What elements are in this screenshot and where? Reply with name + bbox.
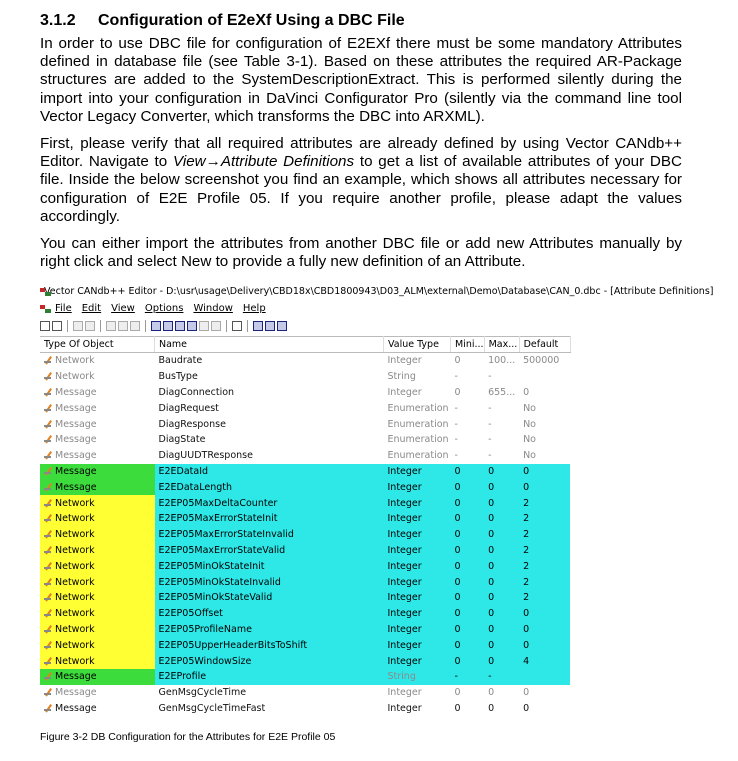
toolbar-separator: [247, 320, 248, 332]
section-title: Configuration of E2eXf Using a DBC File: [98, 12, 405, 29]
cell-type-of-object: [40, 701, 155, 717]
cell-value-type: Integer: [387, 702, 422, 714]
cell-name: E2EDataLength: [155, 479, 384, 495]
attribute-icon: [44, 403, 52, 412]
attribute-icon: [44, 577, 52, 586]
cell-name: GenMsgCycleTime: [158, 687, 247, 699]
object-type-label: Message: [55, 434, 97, 446]
cell-value-type: Integer: [384, 622, 451, 638]
object-type-label: Network: [55, 529, 95, 541]
cell-type-of-object: [40, 543, 155, 559]
search-icon[interactable]: [130, 321, 140, 331]
cell-value-type: Integer: [384, 511, 451, 527]
object-type-label: Network: [55, 655, 95, 667]
cell-name: E2EP05MinOkStateInit: [155, 558, 384, 574]
cell-type-of-object: [40, 558, 155, 574]
cell-type-of-object: [40, 653, 155, 669]
cell-minimum: 0: [451, 464, 485, 480]
cell-minimum: 0: [451, 558, 485, 574]
cell-default: No: [523, 434, 536, 446]
table-row[interactable]: [40, 369, 570, 385]
table-row[interactable]: [40, 400, 570, 416]
attribute-icon: [44, 640, 52, 649]
menu-view[interactable]: View: [111, 303, 135, 314]
table-row[interactable]: [40, 543, 570, 559]
object-type-label: Network: [55, 497, 95, 509]
cell-name: E2EP05UpperHeaderBitsToShift: [155, 637, 384, 653]
cell-type-of-object: [40, 416, 155, 432]
cell-minimum: 0: [454, 386, 461, 398]
cell-minimum: 0: [451, 590, 485, 606]
column-header-value-type[interactable]: Value Type: [384, 337, 451, 353]
layout-icon[interactable]: [265, 321, 275, 331]
cell-type-of-object: [40, 479, 155, 495]
paragraph-2-end: to get a list of available attributes of your DBC file. Inside the below screenshot you find an example, which shows all attributes necessary for configuration of E2E Profile 05. If you require another profile, please adapt the values accordingly.: [40, 153, 682, 225]
cell-minimum: 0: [451, 543, 485, 559]
table-row[interactable]: [40, 416, 570, 432]
cell-type-of-object: [40, 590, 155, 606]
document-icon: [40, 304, 51, 314]
view-icon[interactable]: [175, 321, 185, 331]
cell-default: No: [523, 450, 536, 462]
object-type-label: Network: [55, 513, 95, 525]
cell-minimum: 0: [454, 702, 461, 714]
attribute-icon: [44, 387, 52, 396]
cell-type-of-object: [40, 574, 155, 590]
cell-type-of-object: [40, 353, 155, 369]
cell-default: 2: [519, 543, 570, 559]
document-body: [40, 12, 682, 280]
cell-maximum: -: [488, 402, 492, 414]
cell-default: 2: [519, 574, 570, 590]
cell-value-type: String: [387, 371, 416, 383]
cell-default: 0: [523, 687, 530, 699]
cell-default: 2: [519, 590, 570, 606]
table-row[interactable]: [40, 558, 570, 574]
cell-maximum: 0: [484, 590, 519, 606]
cell-type-of-object: [40, 637, 155, 653]
cell-default: No: [523, 402, 536, 414]
cell-minimum: 0: [451, 527, 485, 543]
menu-path: View→Attribute Definitions: [173, 153, 355, 171]
cell-value-type: Integer: [384, 590, 451, 606]
cell-default: 2: [519, 495, 570, 511]
object-type-label: Network: [55, 623, 95, 635]
cell-type-of-object: [40, 464, 155, 480]
table-row[interactable]: [40, 448, 570, 464]
menu-options[interactable]: Options: [144, 303, 184, 314]
window-title: Vector CANdb++ Editor - D:\usr\usage\Delivery\CBD18x\CBD1800943\D03_ALM\external\Demo\Database\CAN_0.dbc - [Attribute Definitions]: [44, 286, 714, 297]
object-type-label: Network: [55, 608, 95, 620]
toolbar-separator: [145, 320, 146, 332]
table-row[interactable]: [40, 464, 570, 480]
object-type-label: Network: [55, 371, 95, 383]
cell-value-type: String: [384, 669, 451, 685]
cell-maximum: 0: [484, 479, 519, 495]
cell-default: 2: [519, 511, 570, 527]
open-icon[interactable]: [40, 321, 50, 331]
object-type-label: Message: [55, 450, 97, 462]
cell-name: E2EP05MaxErrorStateValid: [155, 543, 384, 559]
cell-name: E2EProfile: [155, 669, 384, 685]
object-type-label: Network: [55, 592, 95, 604]
toolbar-separator: [67, 320, 68, 332]
cell-minimum: 0: [451, 574, 485, 590]
cell-default: 0: [519, 622, 570, 638]
cell-default: 0: [519, 606, 570, 622]
attribute-icon: [44, 561, 52, 570]
cell-name: BusType: [158, 371, 198, 383]
paragraph-2: [40, 135, 682, 226]
column-header-type[interactable]: Type Of Object: [40, 337, 155, 353]
cell-maximum: 0: [484, 653, 519, 669]
table-row[interactable]: [40, 637, 570, 653]
copy-icon[interactable]: [73, 321, 83, 331]
attribute-icon: [44, 624, 52, 633]
menu-file[interactable]: File: [55, 303, 72, 314]
attribute-icon: [44, 513, 52, 522]
cell-type-of-object: [40, 495, 155, 511]
table-row[interactable]: [40, 606, 570, 622]
attribute-icon: [44, 529, 52, 538]
attribute-icon: [44, 371, 52, 380]
object-type-label: Message: [55, 418, 97, 430]
cell-maximum: 0: [484, 495, 519, 511]
table-row[interactable]: [40, 622, 570, 638]
cell-value-type: Integer: [384, 527, 451, 543]
menu-edit[interactable]: Edit: [81, 303, 102, 314]
paste-icon[interactable]: [85, 321, 95, 331]
cell-name: DiagConnection: [158, 386, 235, 398]
cell-maximum: 0: [488, 702, 495, 714]
section-number: 3.1.2: [40, 12, 76, 29]
cell-name: E2EP05MinOkStateInvalid: [155, 574, 384, 590]
cell-maximum: -: [484, 669, 519, 685]
cell-name: DiagRequest: [158, 402, 219, 414]
cell-maximum: 0: [484, 622, 519, 638]
cell-name: GenMsgCycleTimeFast: [158, 702, 266, 714]
cell-minimum: 0: [451, 606, 485, 622]
cell-name: E2EP05Offset: [155, 606, 384, 622]
cell-default: 4: [519, 653, 570, 669]
cell-type-of-object: [40, 448, 155, 464]
attribute-icon: [44, 687, 52, 696]
menu-help[interactable]: Help: [242, 303, 266, 314]
cell-maximum: 0: [484, 464, 519, 480]
cell-minimum: -: [454, 434, 458, 446]
cell-value-type: Enumeration: [387, 434, 449, 446]
cell-type-of-object: [40, 511, 155, 527]
cell-default: 0: [519, 464, 570, 480]
object-type-label: Network: [55, 355, 95, 367]
cell-value-type: Integer: [384, 479, 451, 495]
table-row[interactable]: [40, 574, 570, 590]
cell-maximum: -: [488, 371, 492, 383]
attribute-icon: [44, 703, 52, 712]
cell-default: [519, 669, 570, 685]
object-type-label: Network: [55, 560, 95, 572]
cell-minimum: 0: [451, 495, 485, 511]
cell-default: 0: [523, 702, 530, 714]
view-icon[interactable]: [163, 321, 173, 331]
cell-value-type: Integer: [387, 386, 422, 398]
column-header-minimum[interactable]: Mini...: [451, 337, 485, 353]
cell-value-type: Enumeration: [387, 402, 449, 414]
cell-value-type: Integer: [384, 653, 451, 669]
view-icon[interactable]: [199, 321, 209, 331]
object-type-label: Network: [55, 544, 95, 556]
cell-name: DiagResponse: [158, 418, 226, 430]
cell-type-of-object: [40, 400, 155, 416]
cell-value-type: Integer: [384, 495, 451, 511]
attribute-icon: [44, 482, 52, 491]
attribute-icon: [44, 592, 52, 601]
table-row[interactable]: [40, 511, 570, 527]
attribute-icon: [44, 419, 52, 428]
object-type-label: Network: [55, 576, 95, 588]
delete-icon[interactable]: [118, 321, 128, 331]
attribute-icon: [44, 545, 52, 554]
cell-default: 2: [519, 558, 570, 574]
cell-value-type: Integer: [384, 574, 451, 590]
toolbar-separator: [226, 320, 227, 332]
view-icon[interactable]: [187, 321, 197, 331]
cell-name: Baudrate: [158, 355, 203, 367]
cell-type-of-object: [40, 527, 155, 543]
layout-icon[interactable]: [253, 321, 263, 331]
cell-value-type: Enumeration: [387, 418, 449, 430]
cell-maximum: 100...: [488, 355, 516, 367]
cell-maximum: 0: [484, 543, 519, 559]
object-type-label: Network: [55, 639, 95, 651]
cell-default: 0: [523, 386, 530, 398]
toolbar: [40, 318, 690, 334]
cell-minimum: 0: [451, 511, 485, 527]
cell-minimum: -: [454, 371, 458, 383]
cell-maximum: -: [488, 434, 492, 446]
cell-maximum: 0: [488, 687, 495, 699]
cell-maximum: 0: [484, 558, 519, 574]
table-row[interactable]: [40, 385, 570, 401]
cell-maximum: 0: [484, 574, 519, 590]
table-row[interactable]: [40, 701, 570, 717]
paragraph-1: In order to use DBC file for configuration of E2EXf there must be some mandatory Attributes defined in database file (see Table 3-1). Based on these attributes the required AR-Package structures are added to the SystemDescriptionExtract. This is performed silently during the import into your configuration in DaVinci Configurator Pro (silently via the command line tool Vector Legacy Converter, which transforms the DBC into ARXML).: [40, 35, 682, 125]
cell-value-type: Integer: [387, 687, 422, 699]
cell-minimum: 0: [454, 355, 461, 367]
cell-minimum: -: [451, 669, 485, 685]
cell-default: [519, 369, 570, 385]
cell-name: E2EP05MinOkStateValid: [155, 590, 384, 606]
view-icon[interactable]: [151, 321, 161, 331]
table-row[interactable]: [40, 653, 570, 669]
object-type-label: Message: [55, 465, 97, 477]
cell-minimum: -: [454, 450, 458, 462]
cell-type-of-object: [40, 369, 155, 385]
cell-name: DiagUUDTResponse: [158, 450, 253, 462]
figure-caption: Figure 3-2 DB Configuration for the Attributes for E2E Profile 05: [40, 731, 336, 743]
table-row[interactable]: [40, 432, 570, 448]
cell-name: E2EP05MaxErrorStateInit: [155, 511, 384, 527]
cell-maximum: 655...: [488, 386, 516, 398]
layout-icon[interactable]: [277, 321, 287, 331]
object-type-label: Message: [55, 687, 97, 699]
attribute-definitions-table: [40, 336, 571, 716]
cell-default: 0: [519, 637, 570, 653]
paragraph-2-start: First, please verify that all required attributes are already defined by using Vector CANdb++ Editor. Navigate to: [40, 135, 682, 171]
object-type-label: Message: [55, 402, 97, 414]
object-type-label: Message: [55, 386, 97, 398]
cell-minimum: -: [454, 402, 458, 414]
object-type-label: Message: [55, 702, 97, 714]
cell-minimum: 0: [451, 622, 485, 638]
cell-type-of-object: [40, 685, 155, 701]
cell-value-type: Integer: [384, 543, 451, 559]
cell-maximum: 0: [484, 527, 519, 543]
cell-name: DiagState: [158, 434, 206, 446]
cell-minimum: 0: [454, 687, 461, 699]
cell-default: 2: [519, 527, 570, 543]
cell-minimum: 0: [451, 479, 485, 495]
cell-type-of-object: [40, 622, 155, 638]
cell-name: E2EP05WindowSize: [155, 653, 384, 669]
table-row[interactable]: [40, 527, 570, 543]
object-type-label: Message: [55, 481, 97, 493]
cell-type-of-object: [40, 606, 155, 622]
cell-value-type: Integer: [384, 558, 451, 574]
attribute-icon: [44, 498, 52, 507]
cell-value-type: Integer: [384, 637, 451, 653]
attribute-icon: [44, 450, 52, 459]
attribute-icon: [44, 608, 52, 617]
cell-default: 500000: [523, 355, 560, 367]
cell-type-of-object: [40, 385, 155, 401]
paragraph-3: You can either import the attributes from another DBC file or add new Attributes manually by right click and select New to provide a fully new definition of an Attribute.: [40, 235, 682, 271]
menu-window[interactable]: Window: [193, 303, 233, 314]
attribute-icon: [44, 656, 52, 665]
object-type-label: Message: [55, 671, 97, 683]
cell-value-type: Enumeration: [387, 450, 449, 462]
cell-type-of-object: [40, 669, 155, 685]
attribute-icon: [44, 355, 52, 364]
cell-minimum: 0: [451, 653, 485, 669]
menu-bar: [40, 301, 690, 317]
table-row[interactable]: [40, 353, 570, 369]
save-icon[interactable]: [52, 321, 62, 331]
candb-editor-screenshot: [40, 285, 714, 716]
attribute-icon: [44, 434, 52, 443]
cell-maximum: -: [488, 450, 492, 462]
table-row[interactable]: [40, 495, 570, 511]
cell-value-type: Integer: [384, 464, 451, 480]
cell-maximum: 0: [484, 511, 519, 527]
table-row[interactable]: [40, 590, 570, 606]
view-icon[interactable]: [211, 321, 221, 331]
table-row[interactable]: [40, 479, 570, 495]
cell-name: E2EP05ProfileName: [155, 622, 384, 638]
column-header-maximum[interactable]: Max...: [484, 337, 519, 353]
attribute-icon: [44, 671, 52, 680]
cell-type-of-object: [40, 432, 155, 448]
table-row[interactable]: [40, 685, 570, 701]
cell-name: E2EP05MaxErrorStateInvalid: [155, 527, 384, 543]
cell-name: E2EP05MaxDeltaCounter: [155, 495, 384, 511]
cell-minimum: -: [454, 418, 458, 430]
cell-value-type: Integer: [384, 606, 451, 622]
window-titlebar: [40, 285, 714, 299]
toolbar-separator: [100, 320, 101, 332]
column-header-default[interactable]: Default: [519, 337, 570, 353]
table-row[interactable]: [40, 669, 570, 685]
column-header-name[interactable]: Name: [155, 337, 384, 353]
table-header-row: [40, 337, 570, 353]
cell-value-type: Integer: [387, 355, 422, 367]
section-heading: [40, 12, 682, 30]
hex-icon[interactable]: [232, 321, 242, 331]
cell-minimum: 0: [451, 637, 485, 653]
cell-maximum: -: [488, 418, 492, 430]
cell-default: No: [523, 418, 536, 430]
properties-icon[interactable]: [106, 321, 116, 331]
attribute-icon: [44, 466, 52, 475]
cell-default: 0: [519, 479, 570, 495]
cell-maximum: 0: [484, 606, 519, 622]
cell-maximum: 0: [484, 637, 519, 653]
cell-name: E2EDataId: [155, 464, 384, 480]
